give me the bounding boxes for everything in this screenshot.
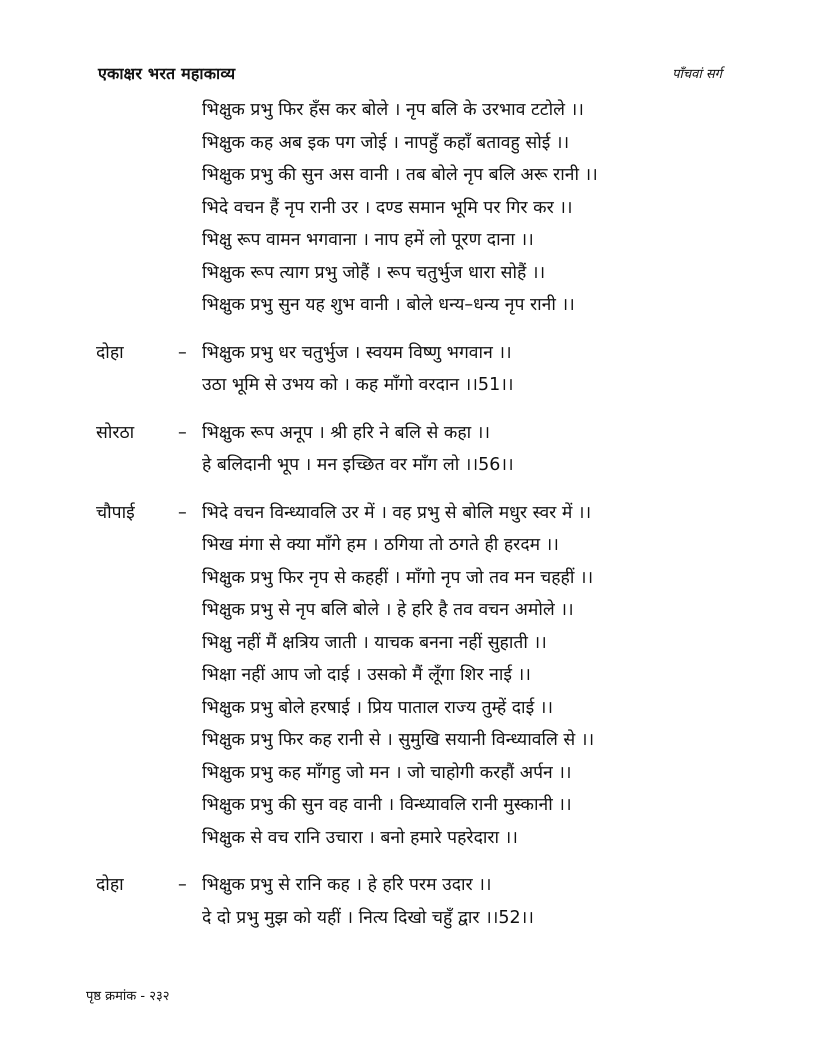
verse-line (88, 627, 724, 660)
verse-block-chaupai-continued (88, 94, 724, 322)
verse-dash: – (178, 875, 187, 895)
verse-text: भिक्षुक प्रभु बोले हरषाई । प्रिय पाताल राज्य तुम्हें दाई ।। (202, 697, 553, 718)
verse-line (88, 822, 724, 855)
verse-line (88, 562, 724, 595)
verse-text: भिक्षुक से वच रानि उचारा । बनो हमारे पहरेदारा ।। (202, 827, 518, 848)
verse-text: भिक्षु रूप वामन भगवाना । नाप हमें लो पूरण दाना ।। (202, 230, 534, 250)
verse-text: भिक्षुक प्रभु से रानि कह । हे हरि परम उदार ।। (202, 875, 492, 895)
verse-text: भिक्षुक प्रभु की सुन वह वानी । विन्ध्यावलि रानी मुस्कानी ।। (202, 795, 572, 815)
verse-line (88, 192, 724, 225)
page-header (98, 62, 722, 88)
verse-text: भिख मंगा से क्या माँगे हम । ठगिया तो ठगते ही हरदम ।। (202, 535, 559, 555)
verse-line (88, 724, 724, 757)
verse-line (88, 417, 724, 450)
verse-line (88, 902, 724, 935)
verse-line (88, 757, 724, 790)
verse-line (88, 94, 724, 127)
verse-text: भिक्षुक कह अब इक पग जोई । नापहुँ कहाँ बतावहु सोई ।। (202, 132, 570, 153)
verse-line (88, 659, 724, 692)
verse-text: भिक्षुक प्रभु कह माँगहु जो मन । जो चाहोगी करहौं अर्पन ।। (202, 762, 572, 783)
verse-text: भिक्षुक प्रभु से नृप बलि बोले । हे हरि है तव वचन अमोले ।। (202, 600, 574, 620)
verse-line (88, 869, 724, 902)
verse-text: भिक्षुक प्रभु फिर कह रानी से । सुमुखि सयानी विन्ध्यावलि से ।। (202, 730, 595, 750)
verse-line (88, 529, 724, 562)
verse-text: हे बलिदानी भूप । मन इच्छित वर माँग लो ।।56।। (202, 455, 514, 475)
verse-text: भिक्षुक रूप अनूप । श्री हरि ने बलि से कहा ।। (202, 422, 491, 443)
verses-container (88, 94, 724, 934)
verse-line (88, 449, 724, 482)
verse-text: भिक्षुक प्रभु की सुन अस वानी । तब बोले नृप बलि अरू रानी ।। (202, 165, 598, 185)
verse-type-label: दोहा (96, 875, 124, 895)
verse-block-doha-51 (88, 337, 724, 402)
verse-line (88, 257, 724, 290)
verse-text: भिदे वचन हैं नृप रानी उर । दण्ड समान भूमि पर गिर कर ।। (202, 197, 573, 218)
verse-text: भिक्षुक प्रभु धर चतुर्भुज । स्वयम विष्णु भगवान ।। (202, 342, 512, 363)
verse-text: दे दो प्रभु मुझ को यहीं । नित्य दिखो चहुँ द्वार ।।52।। (202, 907, 534, 928)
verse-block-sortha-56 (88, 417, 724, 482)
verse-line (88, 594, 724, 627)
verse-line (88, 224, 724, 257)
verse-text: भिदे वचन विन्ध्यावलि उर में । वह प्रभु से बोलि मधुर स्वर में ।। (202, 502, 592, 523)
verse-block-chaupai (88, 497, 724, 855)
verse-line (88, 127, 724, 160)
page-number: पृष्ठ क्रमांक - २३२ (86, 989, 170, 1004)
book-title: एकाक्षर भरत महाकाव्य (98, 64, 236, 83)
verse-type-label: दोहा (96, 342, 124, 363)
verse-text: भिक्षुक प्रभु फिर हँस कर बोले । नृप बलि के उरभाव टटोले ।। (202, 100, 584, 120)
verse-text: भिक्षुक रूप त्याग प्रभु जोहैं । रूप चतुर्भुज धारा सोहैं ।। (202, 262, 546, 283)
verse-text: भिक्षुक प्रभु फिर नृप से कहहीं । माँगो नृप जो तव मन चहहीं ।। (202, 567, 594, 588)
verse-line (88, 789, 724, 822)
verse-block-doha-52 (88, 869, 724, 934)
verse-text: भिक्षुक प्रभु सुन यह शुभ वानी । बोले धन्य–धन्य नृप रानी ।। (202, 295, 575, 315)
verse-type-label: सोरठा (96, 422, 135, 443)
verse-line (88, 369, 724, 402)
verse-dash: – (178, 342, 187, 363)
verse-text: भिक्षु नहीं मैं क्षत्रिय जाती । याचक बनना नहीं सुहाती ।। (202, 632, 547, 653)
verse-line (88, 289, 724, 322)
verse-text: उठा भूमि से उभय को । कह माँगो वरदान ।।51।। (202, 375, 514, 395)
verse-type-label: चौपाई (96, 502, 135, 523)
verse-dash: – (178, 422, 187, 443)
verse-text: भिक्षा नहीं आप जो दाई । उसको मैं लूँगा शिर नाई ।। (202, 665, 531, 685)
verse-line (88, 497, 724, 530)
verse-line (88, 692, 724, 725)
verse-line (88, 337, 724, 370)
verse-line (88, 159, 724, 192)
canto-title: पाँचवां सर्ग (672, 67, 722, 82)
verse-dash: – (178, 502, 187, 523)
